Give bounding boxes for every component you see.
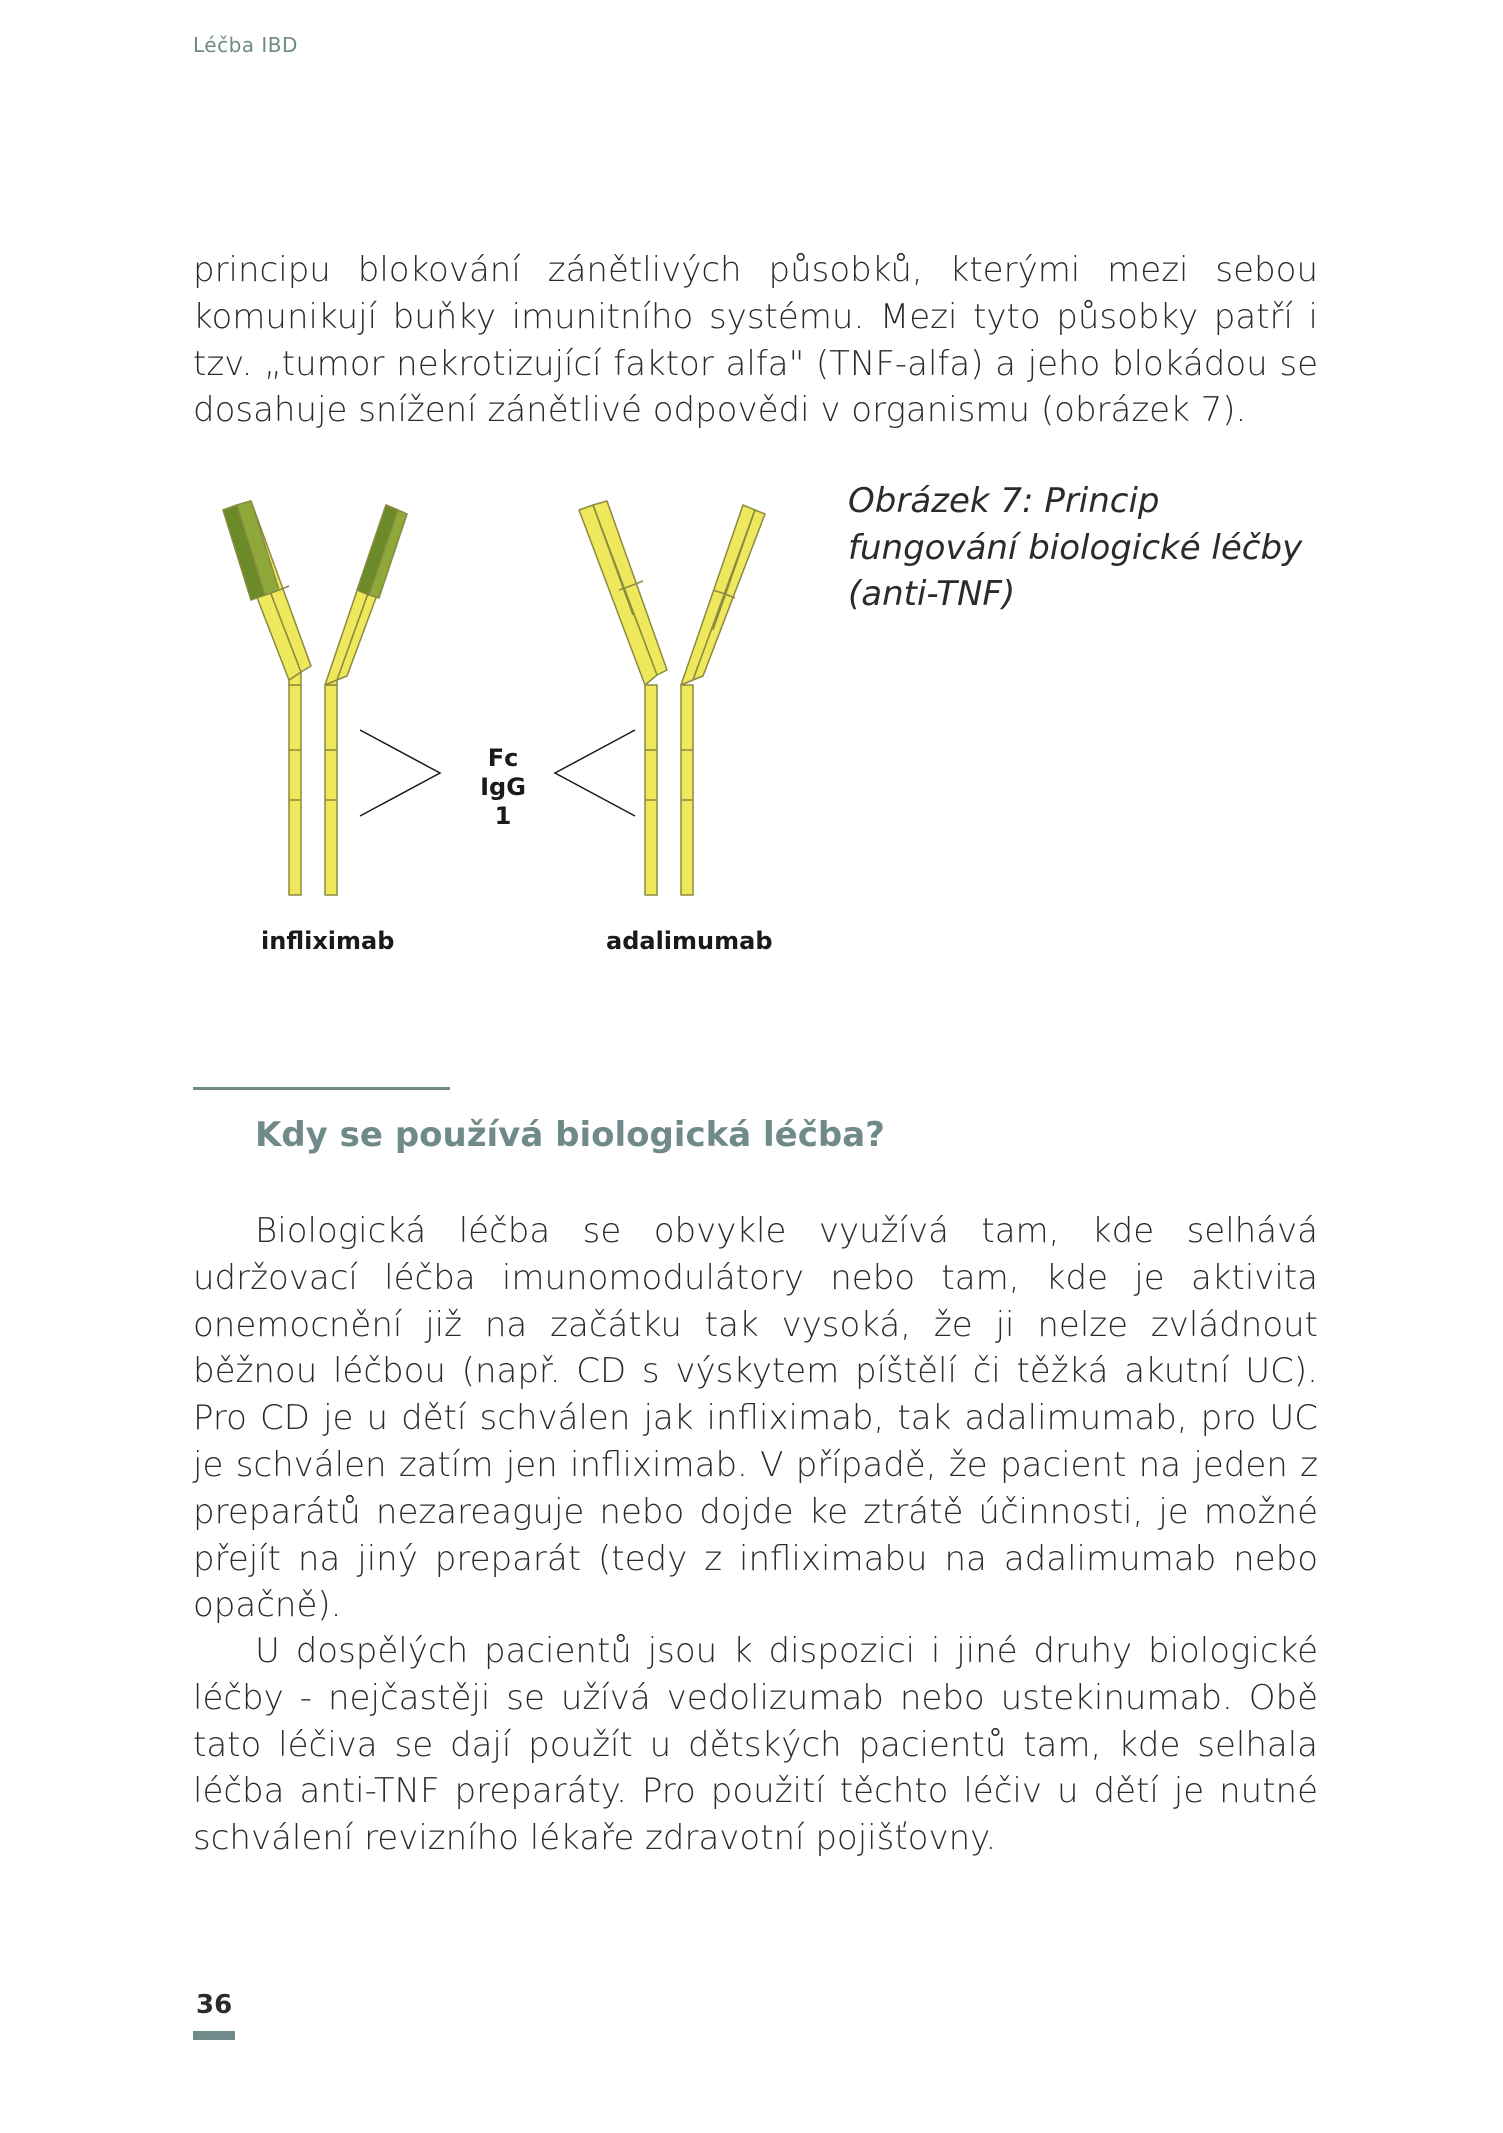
paragraph-usage: Biologická léčba se obvykle využívá tam, kde selhává udržovací léčba imunomodulátory nebo tam, kde je aktivita onemocnění již na začátku tak vysoká, že ji nelze zvládnout běžnou léčbou (např. CD s výskytem píštělí či těžká akutní UC). Pro CD je u dětí schválen jak infliximab, tak adalimumab, pro UC je schválen zatím jen infliximab. V případě, že pacient na jeden z preparátů nezareaguje nebo dojde ke ztrátě účinnosti, je možné přejít na jiný preparát (tedy z infliximabu na adalimumab nebo opačně).	[193, 1211, 1318, 1626]
adalimumab-heavy-chain-right-stem	[681, 685, 693, 895]
section-heading: Kdy se používá biologická léčba?	[255, 1115, 885, 1155]
infliximab-heavy-chain-left-stem	[289, 685, 301, 895]
fc-label-line2: IgG 1	[480, 773, 526, 830]
adalimumab-right-arm-heavy	[681, 505, 755, 685]
running-header: Léčba IBD	[193, 33, 298, 57]
adalimumab-label: adalimumab	[606, 927, 773, 955]
fc-label-line1: Fc	[487, 744, 519, 772]
infliximab-label: infliximab	[261, 927, 395, 955]
antibody-figure	[193, 490, 833, 990]
infliximab-heavy-chain-right-stem	[325, 685, 337, 895]
antibody-diagram	[193, 490, 833, 990]
adalimumab-heavy-chain-left-stem	[645, 685, 657, 895]
paragraph-intro: principu blokování zánětlivých působků, kterými mezi sebou komunikují buňky imunitního systému. Mezi tyto působky patří i tzv. „tumor nekrotizující faktor alfa" (TNF-alfa) a jeho blokádou se dosahuje snížení zánětlivé odpovědi v organismu (obrázek 7).	[193, 250, 1318, 431]
figure-caption: Obrázek 7: Princip fungování biologické léčby (anti-TNF)	[848, 481, 1303, 614]
paragraph-adults: U dospělých pacientů jsou k dispozici i jiné druhy biologické léčby - nejčastěji se užívá vedolizumab nebo ustekinumab. Obě tato léčiva se dají použít u dětských pacientů tam, kde selhala léčba anti-TNF preparáty. Pro použití těchto léčiv u dětí je nutné schválení revizního lékaře zdravotní pojišťovny.	[193, 1631, 1318, 1859]
adalimumab-left-arm-light	[593, 501, 667, 675]
section-divider	[193, 1087, 450, 1090]
page-number-bar	[193, 2031, 235, 2040]
fc-igg1-label	[473, 744, 533, 831]
page-number: 36	[196, 1990, 233, 2020]
